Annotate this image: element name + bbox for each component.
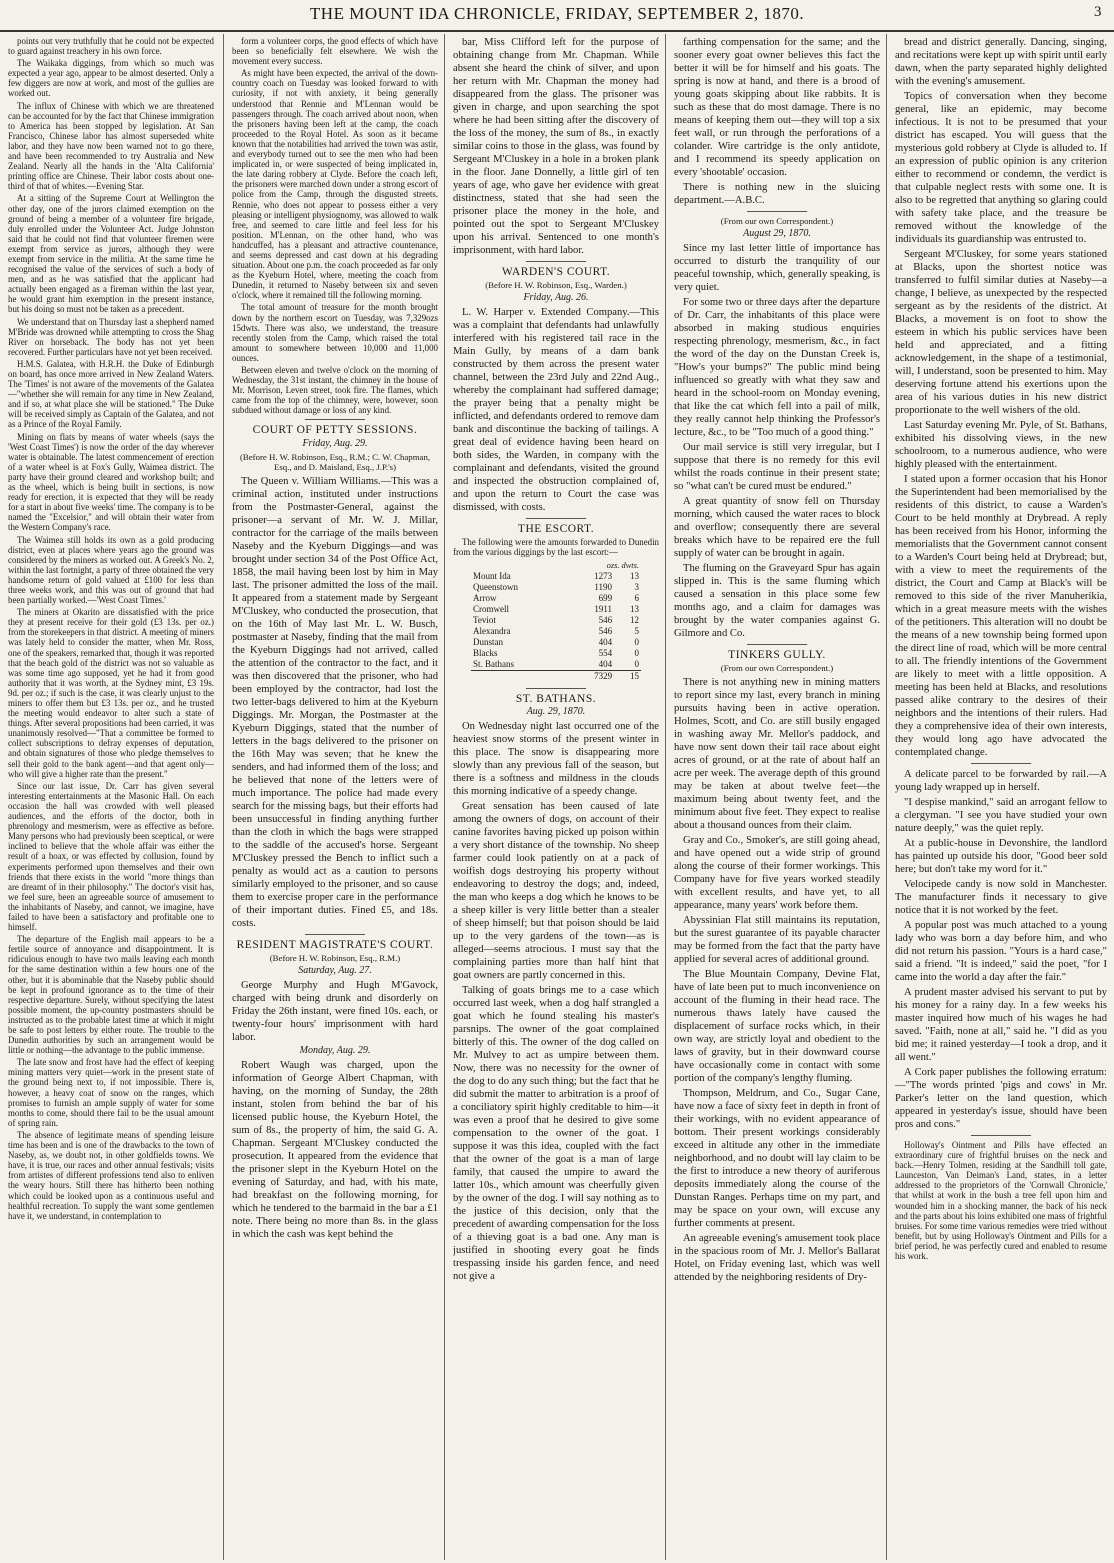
section-date: Monday, Aug. 29. <box>299 1045 371 1057</box>
section-heading: COURT OF PETTY SESSIONS. <box>252 424 418 437</box>
paragraph: The total amount of treasure for the month brought down by the northern escort on Tuesday, was 7,329ozs 15dwts. There was also, we understand, the treasure recently stolen from the Camp, which raised the total amount to somewhere between 10,000 and 11,000 ounces. <box>232 302 438 363</box>
section-heading: RESIDENT MAGISTRATE'S COURT. <box>236 938 434 951</box>
paragraph: farthing compensation for the same; and the sooner every goat owner believes this fact the better it will be for himself and his goats. The spring is now at hand, and there is a brood of young goats skipping about like rabbits. It is such as these that do most damage. There is no means of keeping them out—they will top a six feet wall, or run through the perforations of a colander. Wire cartridge is the only antidote, and I recommend its speedy application on every 'shootable' occasion. <box>674 37 880 178</box>
section-subheading: (Before H. W. Robinson, Esq., Warden.) <box>485 280 627 291</box>
column-divider <box>223 34 224 1560</box>
escort-place: Teviot <box>473 614 496 625</box>
paragraph: We understand that on Thursday last a shepherd named M'Bride was drowned while attempting to cross the Shag River on horseback. The body has not yet been recovered. Further particulars have not yet been received. <box>8 316 214 357</box>
paragraph: A prudent master advised his servant to put by his money for a rainy day. In a few weeks his master inquired how much of his wages he had saved. "Faith, none at all," said he. "I did as you bid me; it rained yesterday—I took a drop, and it all went." <box>895 987 1107 1063</box>
escort-total-dwt: 15 <box>614 670 641 682</box>
paragraph: The Blue Mountain Company, Devine Flat, have of late been put to much inconvenience on account of the fluming in their head race. The numerous thaws lately have caused the displacement of surface rocks which, in their own way, are strictly loyal and obedient to the laws of gravity, but in their downward course have occasionally come in contact with some portion of the company's lengthy fluming. <box>674 969 880 1085</box>
paragraph: On Wednesday night last occurred one of the heaviest snow storms of the present winter in this place. The snow is disappearing more slowly than any previous fall of the season, but there is a softness and mildness in the clouds this morning indicative of a speedy change. <box>453 720 659 797</box>
paragraph: The late snow and frost have had the effect of keeping mining matters very quiet—work in the present state of the ground being next to, if not impossible. There is, however, a heavy coat of snow on the ranges, which promises to furnish an ample supply of water for some months to come, should there fail to be the usual amount of spring rain. <box>8 1057 214 1128</box>
paragraph: A delicate parcel to be forwarded by rail.—A young lady wrapped up in herself. <box>895 769 1107 793</box>
paragraph: The Waimea still holds its own as a gold producing district, even at places where years ago the ground was considered by the miners as worked out. A Greek's No. 2, within the last fortnight, a party of three obtained the very handsome return of gold valued at £100 for less than three weeks work, and this was out of ground that had been partially worked.—'West Coast Times.' <box>8 534 214 606</box>
section-heading: THE ESCORT. <box>517 523 595 536</box>
escort-dwt: 13 <box>630 603 639 614</box>
section-date: August 29, 1870. <box>743 228 811 240</box>
section-separator <box>305 419 365 420</box>
paragraph: There is not anything new in mining matters to report since my last, every branch in mining pursuits having been in active operation. Holmes, Scott, and Co. are still busily engaged in washing away Mr. Mellor's paddock, and have now sent down their tail race about eight acres of ground, or at the rate of about half an acre per week. The average depth of this ground may be taken at about twelve feet—the maximum being about twenty feet, and the minimum about five feet. They expect to realise about a thousand ounces from their claim. <box>674 677 880 832</box>
paragraph: H.M.S. Galatea, with H.R.H. the Duke of Edinburgh on board, has once more arrived in New Zealand Waters. The 'Times' is not aware of the movements of the Galatea—"whether she will remain for any time in New Zealand, and if so, at what place she will be stationed." The Duke will be received simply as Captain of the Galatea, and not as a Prince of the Royal Family. <box>8 358 214 430</box>
section-subheading: (Before H. W. Robinson, Esq., R.M.) <box>269 952 401 963</box>
section-subheading: (From our own Correspondent.) <box>720 663 834 674</box>
section-separator <box>971 763 1031 764</box>
paragraph: Between eleven and twelve o'clock on the morning of Wednesday, the 31st instant, the chimney in the house of Mr. Morrison, Leven street, took fire. The flames, which came from the top of the chimney, were, however, soon subdued without damage or loss of any kind. <box>232 365 438 416</box>
paragraph: I stated upon a former occasion that his Honor the Superintendent had been memorialised by the residents of this district, to cause a Warden's Court to be held monthly at Drybread. A reply has been received from his Honor, informing the memorialists that the Government cannot consent to a Warden's Court being held at Drybread; but, with a view to meet the requirements of the district, the Court and Camp at Black's will be removed to this side of the river Manuherikia, which in a great measure meets with the wishes of the petitioners. This alteration will no doubt be the means of a new township being formed upon the direct line of road, which will be more central to all. The friendly intentions of the Government are likely to meet with a little opposition. A meeting has been held at Blacks, and resolutions passed alike contrary to the desires of their neighbors and the intentions of their rulers. Had they a comprehensive idea of their own interests, they would long ago have advocated the contemplated change. <box>895 474 1107 758</box>
section-date: Friday, Aug. 26. <box>523 292 589 304</box>
section-date: Friday, Aug. 29. <box>302 437 368 449</box>
section-separator <box>747 644 807 645</box>
escort-row <box>471 571 641 582</box>
escort-place: Alexandra <box>473 625 511 636</box>
paragraph: For some two or three days after the departure of Dr. Carr, the inhabitants of this place were absorbed in making studious enquiries respecting phrenology, mesmerism, &c., in fact the word of the day on the Dunstan Creek is, "How's your bumps?" The public mind being influenced so greatly with what they saw and heard in the school-room on Monday evening, that like the cat which fell into a pail of milk, they really cannot help thinking the Professor's lecture, &c., to be "Too much of a good thing." <box>674 297 880 439</box>
paragraph: Robert Waugh was charged, upon the information of George Albert Chapman, with having, on the morning of Sunday, the 28th instant, stolen from behind the bar of his licensed public house, the Kyeburn Hotel, the sum of 8s., the property of him, the said G. A. Chapman. Sergeant M'Cluskey conducted the prosecution. It appeared from the evidence that the prisoner slept in the Kyeburn Hotel on the evening of Saturday, and had, with his mate, had breakfast on the following morning, for which he tendered to the barmaid in the bar a £1 note. There being no more than 8s. in the glass in which the cash was kept behind the <box>232 1060 438 1241</box>
column-divider <box>665 34 666 1560</box>
escort-oz: 699 <box>598 592 613 603</box>
paragraph: Thompson, Meldrum, and Co., Sugar Cane, have now a face of sixty feet in depth in front of their workings, with no evident appearance of bottom. Their present workings considerably exceed in altitude any other in the immediate neighborhood, and no doubt will lay claim to be the first to introduce a new theory of auriferous deposits immediately along the course of the Dunstan Ranges. Perhaps time on my part, and may be space on your own, will excuse any further comments at present. <box>674 1088 880 1230</box>
column-3 <box>453 36 659 1558</box>
escort-row <box>471 582 641 593</box>
paragraph: George Murphy and Hugh M'Gavock, charged with being drunk and disorderly on Friday the 26th instant, were fined 10s. each, or twenty-four hours' imprisonment with hard labor. <box>232 980 438 1044</box>
masthead-title: THE MOUNT IDA CHRONICLE, FRIDAY, SEPTEMBER 2, 1870. <box>309 4 805 23</box>
paragraph: A great quantity of snow fell on Thursday morning, which caused the water races to block and overflow; consequently there are several breaks which have to be repaired ere the full supply of water can be brought in again. <box>674 496 880 560</box>
paragraph: An agreeable evening's amusement took place in the spacious room of Mr. J. Mellor's Ballarat Hotel, on Friday evening last, which was well attended by the neighboring residents of Dry- <box>674 1233 880 1284</box>
section-date: Aug. 29, 1870. <box>526 705 586 717</box>
paragraph: There is nothing new in the sluicing department.—A.B.C. <box>674 182 880 206</box>
escort-oz: 404 <box>598 636 613 647</box>
section-subheading: (From our own Correspondent.) <box>720 216 834 226</box>
escort-dwt: 13 <box>630 570 639 581</box>
paragraph: Topics of conversation when they become general, like an epidemic, may become infectious. It is not to be presumed that your district has escaped. You will guess that the mysterious gold robbery at Clyde is alluded to. If an expression of public opinion is any criterion either to recommend or condemn, the verdict is that culpable neglect rests with some one. It is also to be regretted that anything so glaring could with safety take place, and the treasure be removed without the knowledge of the individuals its guardianship was entrusted to. <box>895 91 1107 245</box>
column-1 <box>8 36 214 1558</box>
paragraph: Mining on flats by means of water wheels (says the 'West Coast Times') is now the order of the day wherever water is obtainable. The latest commencement of erection of a water wheel is at Fox's Gully, Waimea district. The party have their ground cleared and workshop built; and as the wheel, which is being built in sections, is now ready for erection, it is expected that they will be ready for a start in about five weeks' time. The company is to be named the "Excelsior," and will obtain their water from the Western Company's race. <box>8 431 214 533</box>
paragraph: A Cork paper publishes the following erratum:—"The words printed 'pigs and cows' in Mr. Parker's letter on the land question, which appeared in yesterday's issue, should have been pros and cons." <box>895 1067 1107 1130</box>
paragraph: The fluming on the Graveyard Spur has again slipped in. This is the same fluming which caused a sensation in this place some few months ago, and a claim for damages was brought by the water companies against G. Gilmore and Co. <box>674 563 880 640</box>
escort-total-row <box>471 670 641 682</box>
escort-oz: 546 <box>598 625 613 636</box>
section-separator <box>526 518 586 519</box>
section-heading: ST. BATHANS. <box>515 692 597 705</box>
escort-total-oz: 7329 <box>569 670 614 682</box>
paragraph: Talking of goats brings me to a case which occurred last week, when a dog half strangled a goat which he found stealing his master's parsnips. The owner of the goat complained bitterly of this. The owner of the dog called on Mr. Mulvey to act as umpire between them. Now, there was no necessity for the owner of the dog to do any such thing; but the fact that he did submit the matter to arbitration is a proof of a conciliatory spirit highly creditable to him—it was even a proof that he desired to give some compensation to the owner of the goat. I suppose it was this idea, coupled with the fact that the owner of the goat is a man of large family, that caused the umpire to award the latter 10s., which amount was cheerfully given by the owner of the dog. I will say nothing as to the justice of this decision, only that the precedent of awarding compensation for the loss of a thieving goat is a bad one. Any man is justified in shooting every goat he finds trespassing inside his garden fence, and need not give a <box>453 984 659 1282</box>
paragraph: points out very truthfully that he could not be expected to guard against treachery in his own force. <box>8 36 214 57</box>
section-heading: WARDEN'S COURT. <box>501 266 611 278</box>
escort-header-row <box>471 560 641 571</box>
escort-row <box>471 615 641 626</box>
escort-oz: 546 <box>598 614 613 625</box>
section-date: Saturday, Aug. 27. <box>298 965 372 977</box>
paragraph: Velocipede candy is now sold in Manchester. The manufacturer finds it necessary to give notice that it is not worked by the feet. <box>895 879 1107 916</box>
paragraph: The miners at Okarito are dissatisfied with the price they at present receive for their gold (£3 13s. per oz.) from the storekeepers in that district. A meeting of miners was lately held to consider the matter, when Mr. Ross, one of the speakers, remarked that, though it was reported that the beach gold of the district was not so valuable as was some time ago supposed, yet he had it from good authority that it was worth, at the Sydney mint, £3 19s. 9d. per oz.; if such is the case, it was clearly unjust to the miners to offer them but £3 13s. per oz., and he trusted the meeting would endeavor to alter such a state of things. After several propositions had been carried, it was unanimously resolved—"That a committee be formed to collect subscriptions to defray expenses of deputation, and obtain signatures of those who pledge themselves to sell their gold to the bank agent—and that agent only—who will give a higher rate than the present." <box>8 607 214 779</box>
paragraph: The Queen v. William Williams.—This was a criminal action, instituted under instructions from the Postmaster-General, against the prisoner—a servant of Mr. W. J. Millar, contractor for the carriage of the mails between Naseby and the Kyeburn Diggings—and was brought under section 34 of the Post Office Act, 1858, the mail having been lost by him in May last. The prisoner admitted the loss of the mail. It appeared from a statement made by Sergeant M'Cluskey, who conducted the prosecution, that on the 16th of May last Mr. L. W. Busch, postmaster at Naseby, finding that the mail from the Kyeburn Diggings had not arrived, called the attention of the contractor to the fact, and it was then discovered that the prisoner, who had been employed by the contractor, had lost the two letter-bags delivered to him at the Kyeburn Diggings. Mr. Morgan, the Postmaster at the Kyeburn Diggings, stated that the number of letters in the bags delivered to the prisoner on the 16th May was seven; that he knew the senders, and had informed them of the loss; and he believed that none of the letters were of much importance. The police had made every search for the missing bags, but their efforts had been unsuccessful in finding anything further than the cloth in which the bags were strapped to the saddle of the accused's horse. Sergeant M'Cluskey pressed the Bench to inflict such a penalty as would act as a caution to persons similarly employed to the prisoner, and so cause them to exercise proper care in the performance of their important duties. Fined £5, and 18s. costs. <box>232 475 438 929</box>
escort-place: Mount Ida <box>473 570 511 581</box>
column-divider <box>444 34 445 1560</box>
column-5 <box>895 36 1107 1558</box>
escort-row <box>471 593 641 604</box>
escort-oz: 554 <box>598 647 613 658</box>
escort-place: Blacks <box>473 647 498 658</box>
escort-row <box>471 626 641 637</box>
escort-oz: 1911 <box>594 603 613 614</box>
masthead-rule <box>0 30 1114 32</box>
escort-dwt: 0 <box>634 658 639 669</box>
escort-oz: 1273 <box>594 570 613 581</box>
escort-place: Cromwell <box>473 603 509 614</box>
column-divider <box>886 34 887 1560</box>
paragraph: The absence of legitimate means of spending leisure time has been and is one of the drawbacks to the town of Naseby, as, we doubt not, in other goldfields towns. We have, it is true, our races and other annual festivals; visits from artistes of different professions tend also to enliven the weary hours. Still there has hitherto been nothing which could be looked upon as a continuous useful and healthful recreation. To supply the want some gentlemen have it, we understand, in contemplation to <box>8 1129 214 1221</box>
escort-place: St. Bathans <box>473 658 515 669</box>
section-separator <box>747 211 807 212</box>
paragraph: As might have been expected, the arrival of the down-country coach on Tuesday was looked forward to with curiosity, if not with anxiety, it being generally understood that Rennie and M'Lennan would be passengers through. The coach arrived about noon, when the prisoners having been left at the camp, the coach proceeded to the Royal Hotel. As soon as it became known that the notabilities had arrived the town was astir, and everybody turned out to see the men who had been implicated in, or were suspected of being implicated in, the late daring robbery at Clyde. Before the coach left, the prisoners were marched down under a strong escort of police from the Camp, through the disgusted streets. Rennie, who does not appear to possess either a very pleasing or intelligent physiognomy, was allowed to walk free, and seemed to care little and feel less for his position. M'Lennan, on the other hand, who was handcuffed, has a pleasant and attractive countenance, and seems depressed and cast down at his degrading situation. About one p.m. the coach proceeded as far only as the Kyeburn Hotel, where, meeting the coach from Dunedin, it returned to Naseby between six and seven o'clock, where it remained till the following morning. <box>232 68 438 301</box>
escort-total-spacer <box>471 670 569 682</box>
escort-oz: 404 <box>598 658 613 669</box>
paragraph: The influx of Chinese with which we are threatened can be accounted for by the fact that Chinese immigration to America has been stopped by legislation. At San Francisco, Chinese labor has almost superseded white labor, and they have now been warned not to go there, and have been recommended to try Australia and New Zealand. Nearly all the hands in the 'Alta California' printing office are Chinese. Their labor costs about one-third of that of whites.—Evening Star. <box>8 100 214 192</box>
escort-dwt: 12 <box>630 614 639 625</box>
paragraph: bar, Miss Clifford left for the purpose of obtaining change from Mr. Chapman. While absent she heard the chink of silver, and upon her return with Mr. Chapman the money had disappeared from the glass. The prisoner was given in charge, and upon searching the spot where he had been sitting after the discovery of the loss of the money, the sum of 8s., in exactly similar coins to those in the glass, was found by Sergeant M'Cluskey in a hole in a broken plank in the floor. Jane Donnelly, a little girl of ten years of age, who gave her evidence with great distinctness, stated that she had seen the prisoner place the money in the hole, and pointed out the spot to Sergeant M'Cluskey upon his arrival. Sentenced to one month's imprisonment, with hard labor. <box>453 37 659 256</box>
escort-place: Queenstown <box>473 581 518 592</box>
paragraph: "I despise mankind," said an arrogant fellow to a clergyman. "I see you have studied your own nature deeply," was the quiet reply. <box>895 797 1107 834</box>
escort-oz: 1190 <box>594 581 613 592</box>
paragraph: Last Saturday evening Mr. Pyle, of St. Bathans, exhibited his dissolving views, in the new schoolroom, to a numerous audience, who were highly pleased with the entertainment. <box>895 420 1107 470</box>
paragraph: The following were the amounts forwarded to Dunedin from the various diggings by the last escort:— <box>453 537 659 558</box>
paragraph: Abyssinian Flat still maintains its reputation, but the surest guarantee of its payable character may be formed from the fact that the party have applied for several acres of additional ground. <box>674 915 880 966</box>
section-heading: TINKERS GULLY. <box>728 649 826 662</box>
section-subheading: (Before H. W. Robinson, Esq., R.M.; C. W. Chapman, Esq., and D. Maisland, Esq., J.P.'s) <box>239 451 431 472</box>
paragraph: Our mail service is still very irregular, but I suppose that there is no remedy for this evil whilst the roads continue in their present state; so "what can't be cured must be endured." <box>674 442 880 493</box>
paragraph: Since my last letter little of importance has occurred to disturb the tranquility of our peaceful township, which, generally speaking, is very quiet. <box>674 243 880 294</box>
page-number: 3 <box>1094 4 1102 20</box>
paragraph: Since our last issue, Dr. Carr has given several interesting entertainments at the Masonic Hall. On each occasion the hall was crowded with well pleased audiences, and the efforts of the doctor, both in phrenology and mesmerism, were as effective as before. Many persons who had previously been sceptical, or were inclined to believe that the whole affair was either the result of a hoax, or was effected by collusion, found by experiments performed upon themselves and their own friends that there exists in the world "more things than are dreamt of in their philosophy." The doctor's visit has, we feel sure, been an agreeable source of amusement to the inhabitants of Naseby, and cannot, we imagine, have failed to have been a satisfactory and profitable one to himself. <box>8 780 214 933</box>
masthead <box>0 4 1114 30</box>
escort-place: Arrow <box>473 592 497 603</box>
escort-dwt: 3 <box>634 581 639 592</box>
advertisement: Holloway's Ointment and Pills have effected an extraordinary cure of frightful bruises on the neck and back.—Henry Tolmen, residing at the Sandhill toll gate, Launceston, Van Deiman's Land, states, in a letter addressed to the proprietors of the 'Cornwall Chronicle,' that whilst at work in the bush a tree fell upon him and wounded him in a shocking manner, the back of his neck and the parts about his loins exhibited one mass of frightful bruises. For some time various remedies were tried without benefit, but by using Holloway's Ointment and Pills for a brief period, he was perfectly cured and enabled to resume his work. <box>895 1140 1107 1262</box>
escort-row <box>471 637 641 648</box>
paragraph: Sergeant M'Cluskey, for some years stationed at Blacks, upon the shortest notice was transferred to fulfil similar duties at Naseby—a change, I believe, as unexpected by the respected sergeant as by the residents of the district. At Blacks, a movement is on foot to show the esteem in which his public services have been held and appreciated, and a fitting acknowledgement, in the shape of a testimonial, will, I understand, soon be presented to him. May deserving fortune attend his exertions upon the area of his various duties in his new district proportionate to the well wishers of the old. <box>895 249 1107 416</box>
paragraph: form a volunteer corps, the good effects of which have been so beneficially felt elsewhere. We wish the movement every success. <box>232 36 438 67</box>
escort-row <box>471 604 641 615</box>
column-2 <box>232 36 438 1558</box>
escort-place: Dunstan <box>473 636 503 647</box>
escort-row <box>471 648 641 659</box>
column-4 <box>674 36 880 1558</box>
paragraph: The Waikaka diggings, from which so much was expected a year ago, appear to be almost deserted. Only a few diggers are now at work, and most of the gullies are worked out. <box>8 58 214 99</box>
escort-dwt: 0 <box>634 647 639 658</box>
escort-dwt: 5 <box>634 625 639 636</box>
paragraph: At a public-house in Devonshire, the landlord has painted up outside his door, "Good beer sold here; but don't take my word for it." <box>895 838 1107 875</box>
paragraph: L. W. Harper v. Extended Company.—This was a complaint that defendants had unlawfully interfered with his registered tail race in the Main Gully, by means of a dam bank constructed by them across the present water channel, between the 23rd July and 22nd Aug., whereby the complainant had suffered damage; the prayer being that a penalty might be inflicted, and defendants ordered to remove dam bank and discontinue the backing of tailings. A great deal of evidence having been heard on both sides, the Warden, in company with the complainant and defendants, visited the ground and inspected the obstruction complained of, and upon the return to Court the case was dismissed, with costs. <box>453 307 659 514</box>
section-separator <box>526 261 586 262</box>
escort-dwt: 6 <box>634 592 639 603</box>
paragraph: bread and district generally. Dancing, singing, and recitations were kept up with spirit until early dawn, when the party separated highly delighted with the evening's amusement. <box>895 37 1107 87</box>
section-separator <box>971 1135 1031 1136</box>
escort-table <box>471 560 641 682</box>
paragraph: A popular post was much attached to a young lady who was born a day before him, and who did not return his passion. "Yours is a hard case," said a friend. "It is indeed," said the poet, "for I came into the world a day after the fair." <box>895 920 1107 983</box>
escort-row <box>471 659 641 671</box>
paragraph: Gray and Co., Smoker's, are still going ahead, and have opened out a wide strip of ground along the course of their former workings. This Company have for five years worked steadily with excellent results, and have yet, to all appearance, many years' work before them. <box>674 835 880 912</box>
section-separator <box>305 934 365 935</box>
escort-units: ozs. dwts. <box>606 560 639 570</box>
paragraph: The departure of the English mail appears to be a fertile source of annoyance and disappointment. It is ridiculous enough to have two mails leaving each month for the same destination within a few hours one of the other, but it is abominable that the Naseby public should be kept in profound ignorance as to the time of their respective departure. Surely, without specifying the latest possible moment, the up-country postmasters should be instructed as to the probable latest time at which it might be safe to post letters by either route. The trouble to the Dunedin authorities by such an arrangement would be little or nothing—the advantage to the public immense. <box>8 934 214 1056</box>
paragraph: Great sensation has been caused of late among the owners of dogs, on account of their canine favorites having picked up poison within a very short distance of the township. No sheep farmer could look patiently on at a pack of woifish dogs destroying his property without endeavoring to destroy the dogs; and, indeed, the man who keeps a dog which he knows to be a sheep killer is very little better than a stealer of sheep himself; but that poison should be laid up to the very gardens of the town—as is alleged—seems atrocious. I must say that the complaining parties more than half hint that goat owners are partly concerned in this. <box>453 800 659 981</box>
escort-dwt: 0 <box>634 636 639 647</box>
paragraph: At a sitting of the Supreme Court at Wellington the other day, one of the jurors claimed exemption on the ground of being a member of a volunteer fire brigade, duly enrolled under the Volunteer Act. Judge Johnston said that he could not find that volunteer firemen were exempt from service as jurors, although they were exempt from service in the militia. At the same time he recognised the value of the services of such a body of men, and as he was satisfied that the applicant had actually been engaged as a fireman within the last year, he would grant him exemption in the present instance, but his doing so must not be taken as a precedent. <box>8 193 214 315</box>
section-separator <box>526 688 586 689</box>
